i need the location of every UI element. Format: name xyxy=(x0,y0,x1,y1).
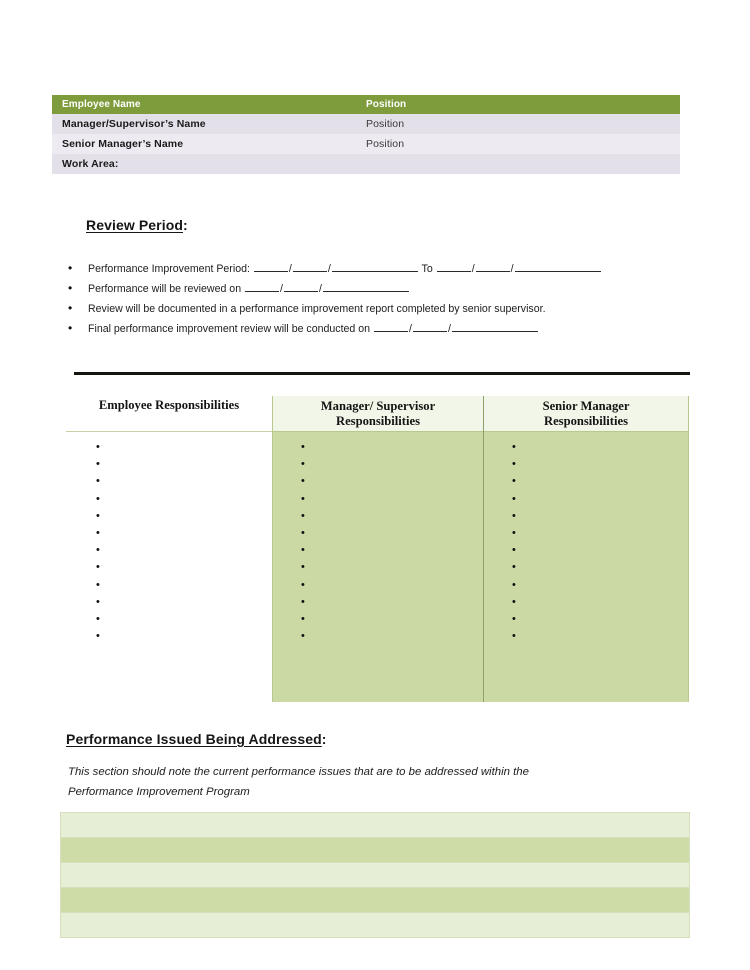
list-item: • xyxy=(301,458,305,471)
issue-cell[interactable] xyxy=(61,913,690,938)
list-item: • xyxy=(96,561,100,574)
final-review-day-blank xyxy=(413,320,447,332)
list-item: • xyxy=(512,475,516,488)
table-row xyxy=(61,913,690,938)
senior-manager-responsibilities-bullets xyxy=(484,432,688,645)
issue-cell[interactable] xyxy=(61,813,690,838)
performance-issues-table xyxy=(60,812,690,938)
section-divider-rule xyxy=(74,372,690,375)
review-period-heading-colon: : xyxy=(183,217,188,233)
table-row xyxy=(61,888,690,913)
note-line-1: This section should note the current performance issues that are to be addressed within the xyxy=(68,766,529,778)
list-item: • xyxy=(301,527,305,540)
list-item: • xyxy=(96,613,100,626)
performance-issues-heading-colon: : xyxy=(321,731,327,747)
list-item: • xyxy=(96,492,100,505)
identity-header-row xyxy=(52,95,680,114)
review-period-heading xyxy=(86,217,188,233)
note-line-2: Performance Improvement Program xyxy=(68,786,250,798)
table-row xyxy=(61,863,690,888)
senior-manager-header-line2: Responsibilities xyxy=(544,413,628,428)
improvement-period-to-label: To xyxy=(421,263,433,275)
list-item: • xyxy=(512,509,516,522)
reviewed-on-year-blank xyxy=(323,280,409,292)
period-from-day-blank xyxy=(293,260,327,272)
issue-cell[interactable] xyxy=(61,838,690,863)
table-row xyxy=(61,813,690,838)
list-item: • xyxy=(96,595,100,608)
manager-responsibilities-header xyxy=(273,396,483,432)
list-item: • xyxy=(301,441,305,453)
senior-manager-responsibilities-header xyxy=(484,396,688,432)
position-header: Position xyxy=(366,95,680,114)
list-item: • xyxy=(301,544,305,557)
list-item: • xyxy=(301,613,305,626)
list-item: • Final performance improvement review will be conducted on / / xyxy=(68,319,668,339)
work-area-label: Work Area: xyxy=(52,154,366,174)
employee-responsibilities-header: Employee Responsibilities xyxy=(66,396,272,432)
list-item: • xyxy=(96,630,100,643)
list-item: • xyxy=(512,544,516,557)
list-item: • xyxy=(512,561,516,574)
senior-manager-header-line1: Senior Manager xyxy=(542,398,630,413)
list-item: • xyxy=(512,527,516,540)
list-item: • xyxy=(301,630,305,643)
list-item: • xyxy=(512,595,516,608)
manager-header-line1: Manager/ Supervisor xyxy=(320,398,436,413)
employee-identity-table xyxy=(52,95,680,174)
list-item: • xyxy=(512,630,516,643)
manager-name-label: Manager/Supervisor’s Name xyxy=(52,114,366,134)
responsibilities-column-senior-manager xyxy=(484,396,689,702)
employee-responsibilities-bullets xyxy=(66,432,272,645)
list-item: • xyxy=(96,458,100,471)
table-row xyxy=(52,114,680,134)
work-area-value xyxy=(366,154,680,174)
list-item: • xyxy=(301,595,305,608)
senior-manager-position-value: Position xyxy=(366,134,680,154)
issue-cell[interactable] xyxy=(61,888,690,913)
final-review-year-blank xyxy=(452,320,538,332)
list-item: • xyxy=(512,492,516,505)
reviewed-on-text: Performance will be reviewed on xyxy=(88,283,242,295)
documented-report-text: Review will be documented in a performance improvement report completed by senior supervisor. xyxy=(88,303,546,315)
list-item xyxy=(68,299,668,319)
performance-issues-note xyxy=(68,762,686,802)
list-item: • xyxy=(96,544,100,557)
list-item: • xyxy=(512,441,516,453)
final-review-month-blank xyxy=(374,320,408,332)
performance-issues-heading-text: Performance Issued Being Addressed xyxy=(66,731,322,747)
table-row xyxy=(52,134,680,154)
reviewed-on-day-blank xyxy=(284,280,318,292)
list-item: • xyxy=(96,509,100,522)
list-item: • Performance Improvement Period: / / To / / xyxy=(68,259,668,279)
reviewed-on-month-blank xyxy=(245,280,279,292)
issue-cell[interactable] xyxy=(61,863,690,888)
list-item: • xyxy=(301,578,305,591)
list-item: • xyxy=(96,527,100,540)
period-from-month-blank xyxy=(254,260,288,272)
period-to-year-blank xyxy=(515,260,601,272)
list-item: • xyxy=(301,561,305,574)
period-from-year-blank xyxy=(332,260,418,272)
list-item: • xyxy=(512,578,516,591)
employee-name-header: Employee Name xyxy=(52,95,366,114)
final-review-text: Final performance improvement review will be conducted on xyxy=(88,323,371,335)
review-period-bullet-list xyxy=(68,259,668,339)
period-to-day-blank xyxy=(476,260,510,272)
improvement-period-text: Performance Improvement Period: xyxy=(88,263,250,275)
review-period-heading-text: Review Period xyxy=(86,217,184,233)
list-item: • Performance will be reviewed on / / xyxy=(68,279,668,299)
responsibilities-column-employee xyxy=(66,396,272,702)
list-item: • xyxy=(512,458,516,471)
table-row xyxy=(52,154,680,174)
list-item: • xyxy=(301,509,305,522)
manager-header-line2: Responsibilities xyxy=(336,413,420,428)
list-item: • xyxy=(96,475,100,488)
senior-manager-name-label: Senior Manager’s Name xyxy=(52,134,366,154)
manager-position-value: Position xyxy=(366,114,680,134)
table-row xyxy=(61,838,690,863)
responsibilities-table xyxy=(66,396,690,702)
period-to-month-blank xyxy=(437,260,471,272)
list-item: • xyxy=(301,475,305,488)
manager-responsibilities-bullets xyxy=(273,432,483,645)
list-item: • xyxy=(96,578,100,591)
responsibilities-column-manager xyxy=(272,396,484,702)
list-item: • xyxy=(301,492,305,505)
list-item: • xyxy=(96,441,100,453)
performance-issues-heading xyxy=(66,731,327,747)
list-item: • xyxy=(512,613,516,626)
